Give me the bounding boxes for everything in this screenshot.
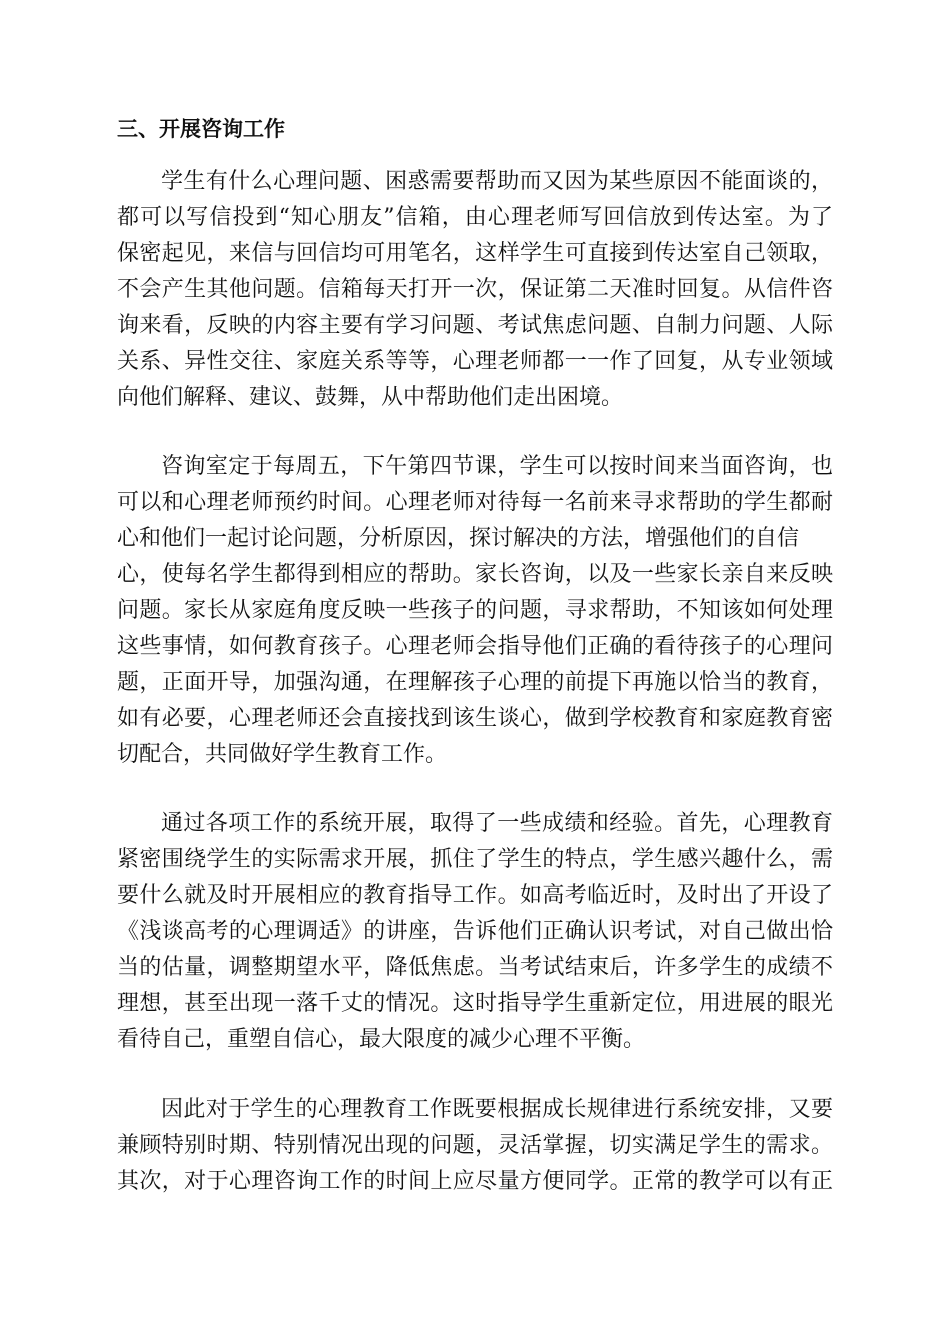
paragraph-line: 紧密围绕学生的实际需求开展，抓住了学生的特点，学生感兴趣什么，需 <box>117 847 833 872</box>
paragraph-line: 向他们解释、建议、鼓舞，从中帮助他们走出困境。 <box>117 385 624 410</box>
paragraph-line: 询来看，反映的内容主要有学习问题、考试焦虑问题、自制力问题、人际 <box>117 313 833 338</box>
paragraph-line: 其次，对于心理咨询工作的时间上应尽量方便同学。正常的教学可以有正 <box>117 1169 833 1194</box>
paragraph-line: 不会产生其他问题。信箱每天打开一次，保证第二天准时回复。从信件咨 <box>117 277 833 302</box>
paragraph-line: 关系、异性交往、家庭关系等等，心理老师都一一作了回复，从专业领域 <box>117 349 833 374</box>
paragraph-conclusion <box>117 1092 833 1200</box>
paragraph-achievements <box>117 806 833 1058</box>
paragraph-line: 理想，甚至出现一落千丈的情况。这时指导学生重新定位，用进展的眼光 <box>117 991 833 1016</box>
paragraph-line: 咨询室定于每周五，下午第四节课，学生可以按时间来当面咨询，也 <box>161 454 833 479</box>
paragraph-line: 要什么就及时开展相应的教育指导工作。如高考临近时，及时出了开设了 <box>117 883 833 908</box>
paragraph-line: 如有必要，心理老师还会直接找到该生谈心，做到学校教育和家庭教育密 <box>117 706 833 731</box>
paragraph-line: 心，使每名学生都得到相应的帮助。家长咨询，以及一些家长亲自来反映 <box>117 562 833 587</box>
paragraph-line: 学生有什么心理问题、困惑需要帮助而又因为某些原因不能面谈的， <box>161 169 833 194</box>
paragraph-line: 题，正面开导，加强沟通，在理解孩子心理的前提下再施以恰当的教育， <box>117 670 833 695</box>
paragraph-line: 看待自己，重塑自信心，最大限度的减少心理不平衡。 <box>117 1027 646 1052</box>
paragraph-line: 心和他们一起讨论问题，分析原因，探讨解决的方法，增强他们的自信 <box>117 526 800 551</box>
paragraph-line: 保密起见，来信与回信均可用笔名，这样学生可直接到传达室自己领取， <box>117 241 833 266</box>
paragraph-line: 这些事情，如何教育孩子。心理老师会指导他们正确的看待孩子的心理问 <box>117 634 833 659</box>
paragraph-line: 可以和心理老师预约时间。心理老师对待每一名前来寻求帮助的学生都耐 <box>117 490 833 515</box>
paragraph-consultation-room <box>117 449 833 773</box>
paragraph-line: 问题。家长从家庭角度反映一些孩子的问题，寻求帮助，不知该如何处理 <box>117 598 833 623</box>
paragraph-line: 都可以写信投到“知心朋友”信箱，由心理老师写回信放到传达室。为了 <box>117 205 833 230</box>
paragraph-line: 当的估量，调整期望水平，降低焦虑。当考试结束后，许多学生的成绩不 <box>117 955 833 980</box>
paragraph-line: 因此对于学生的心理教育工作既要根据成长规律进行系统安排，又要 <box>161 1097 833 1122</box>
paragraph-line: 通过各项工作的系统开展，取得了一些成绩和经验。首先，心理教育 <box>161 811 833 836</box>
paragraph-line: 兼顾特别时期、特别情况出现的问题，灵活掌握，切实满足学生的需求。 <box>117 1133 833 1158</box>
paragraph-line: 切配合，共同做好学生教育工作。 <box>117 742 448 767</box>
paragraph-letter-consultation <box>117 164 833 416</box>
paragraph-line: 《浅谈高考的心理调适》的讲座，告诉他们正确认识考试，对自己做出恰 <box>117 919 833 944</box>
section-heading: 三、开展咨询工作 <box>117 117 285 141</box>
